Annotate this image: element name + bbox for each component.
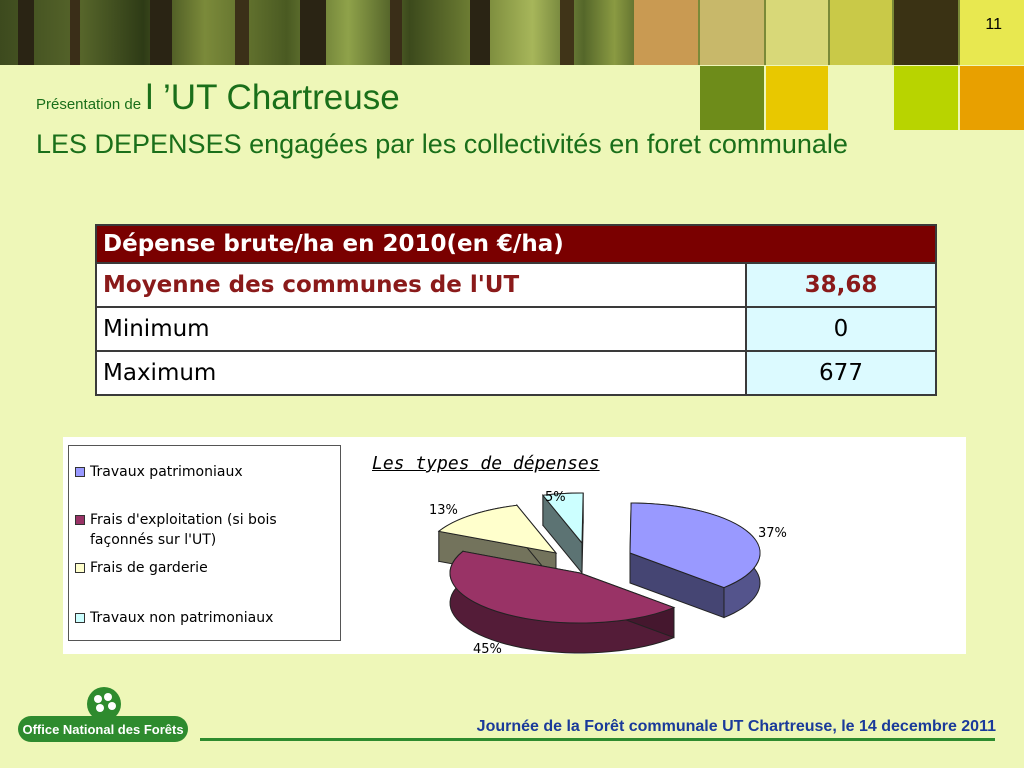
onf-logo	[18, 684, 188, 746]
row-value: 677	[746, 351, 936, 395]
pie-data-label: 37%	[758, 526, 787, 541]
page-number: 11	[985, 16, 1002, 33]
table-header: Dépense brute/ha en 2010(en €/ha)	[96, 225, 936, 263]
table-row	[96, 263, 936, 307]
table-row	[96, 307, 936, 351]
pie-data-label: 45%	[473, 642, 502, 654]
title-main: l ’UT Chartreuse	[145, 78, 400, 117]
table-header-row	[96, 225, 936, 263]
title-prefix: Présentation de	[36, 96, 142, 113]
row-value: 38,68	[746, 263, 936, 307]
slide-subtitle: LES DEPENSES engagées par les collectivités en foret communale	[36, 129, 848, 159]
pie-data-label: 13%	[429, 503, 458, 518]
row-label: Maximum	[96, 351, 746, 395]
row-label: Moyenne des communes de l'UT	[96, 263, 746, 307]
pie-data-label: 5%	[545, 490, 566, 505]
table-row	[96, 351, 936, 395]
row-value: 0	[746, 307, 936, 351]
chart-title: Les types de dépenses	[372, 453, 600, 474]
legend-label: Frais d'exploitation (si bois façonnés sur l'UT)	[90, 512, 277, 548]
legend-label: Travaux non patrimoniaux	[90, 610, 274, 626]
legend-label: Frais de garderie	[90, 560, 208, 576]
pie-chart	[63, 437, 966, 654]
row-label: Minimum	[96, 307, 746, 351]
slide-title	[36, 78, 400, 118]
legend-label: Travaux patrimoniaux	[90, 464, 243, 480]
footer-divider	[200, 738, 995, 741]
logo-text: Office National des Forêts	[22, 722, 184, 737]
expense-table	[95, 224, 937, 396]
chart-panel	[63, 437, 966, 654]
footer-text: Journée de la Forêt communale UT Chartreuse, le 14 decembre 2011	[476, 718, 996, 735]
